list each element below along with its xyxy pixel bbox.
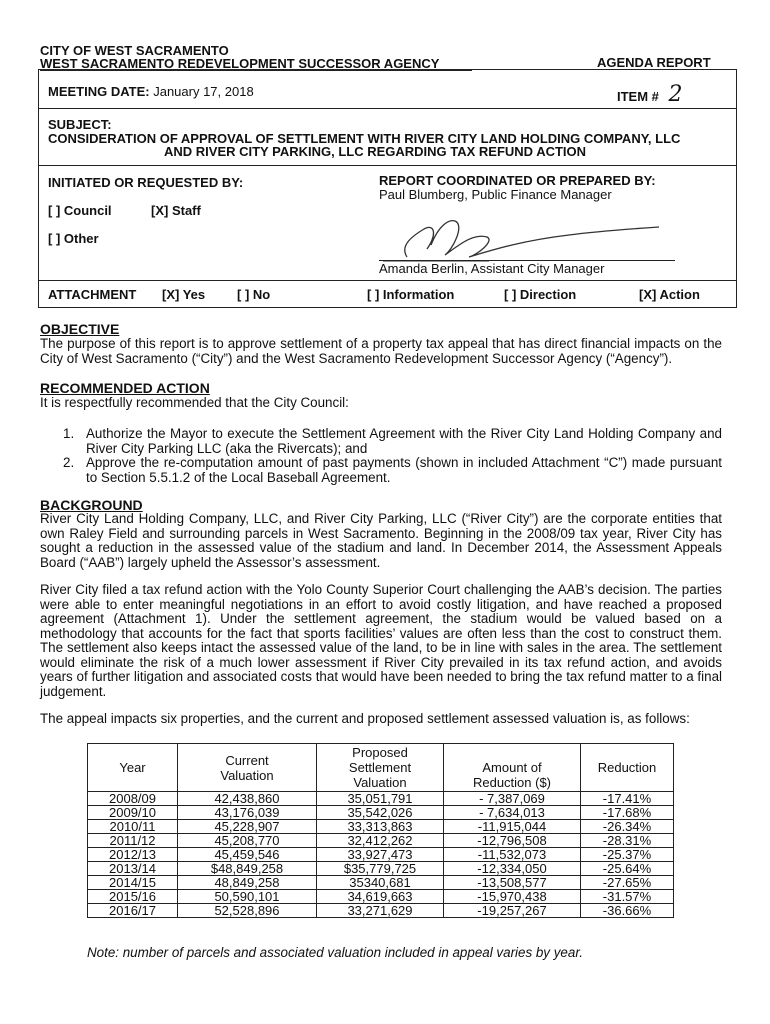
recommended-item-2: Approve the re-computation amount of past payments (shown in included Attachment “C”) made pursuant to Section 5.5.1.2 of the Local Baseball Agreement.: [86, 455, 722, 485]
item-number-value: 2: [668, 82, 683, 107]
table-note: Note: number of parcels and associated valuation included in appeal varies by year.: [87, 945, 583, 960]
cell-year: 2013/14: [88, 862, 178, 876]
action-checkbox: [X] Action: [639, 287, 700, 302]
cell-reduction: -28.31%: [581, 834, 674, 848]
background-paragraph-3: The appeal impacts six properties, and the current and proposed settlement assessed valuation is, as follows:: [40, 711, 690, 726]
cell-proposed: $35,779,725: [317, 862, 444, 876]
cell-proposed: 35340,681: [317, 876, 444, 890]
meeting-date-label: MEETING DATE:: [48, 84, 150, 99]
attachment-yes: [X] Yes: [162, 287, 206, 302]
cell-amount: - 7,634,013: [444, 806, 581, 820]
cell-year: 2012/13: [88, 848, 178, 862]
signature: [369, 205, 669, 265]
cell-year: 2015/16: [88, 890, 178, 904]
cell-current: 42,438,860: [178, 792, 317, 806]
cell-amount: -12,796,508: [444, 834, 581, 848]
cell-amount: -11,532,073: [444, 848, 581, 862]
cell-proposed: 33,271,629: [317, 904, 444, 918]
report-type: AGENDA REPORT: [597, 55, 711, 70]
staff-checkbox: [X] Staff: [151, 203, 201, 218]
meeting-date: [48, 84, 254, 99]
other-checkbox: [ ] Other: [48, 231, 99, 246]
background-paragraph-1: River City Land Holding Company, LLC, and River City Parking, LLC (“River City”) are the corporate entities that own Raley Field and surrounding parcels in West Sacramento. Beginning in the 2008/09 tax year, River City has sought a reduction in the assessed value of the stadium and land. In December 2014, the Assessment Appeals Board (“AAB”) largely upheld the Assessor’s assessment.: [40, 511, 722, 570]
recommended-item-2-num: 2.: [63, 455, 75, 470]
table-header-row: [88, 744, 674, 792]
valuation-table: [87, 743, 674, 918]
attachment-no: [ ] No: [237, 287, 271, 302]
subject-line-1: CONSIDERATION OF APPROVAL OF SETTLEMENT WITH RIVER CITY LAND HOLDING COMPANY, LLC: [48, 131, 681, 146]
table-row: [88, 890, 674, 904]
background-paragraph-2: River City filed a tax refund action with the Yolo County Superior Court challenging the AAB’s decision. The parties were able to enter meaningful negotiations in an effort to avoid costly litigation, and have reached a proposed agreement (Attachment 1). Under the settlement agreement, the stadium would be valued based on a methodology that accounts for the fact that sports facilities’ values are often less than the cost to construct them. The settlement also keeps intact the assessed value of the land, to be in line with sales in the area. The settlement would eliminate the risk of a much lower assessment if River City prevailed in its tax refund action, and avoids years of further litigation and associated costs that would have been needed to bring the tax refund matter to a final judgement.: [40, 582, 722, 699]
attachment-label: ATTACHMENT: [48, 287, 137, 302]
col-year: Year: [88, 744, 178, 792]
coordinated-label: REPORT COORDINATED OR PREPARED BY:: [379, 173, 656, 188]
cell-current: $48,849,258: [178, 862, 317, 876]
subject-line-2: AND RIVER CITY PARKING, LLC REGARDING TAX REFUND ACTION: [164, 144, 587, 159]
cell-amount: - 7,387,069: [444, 792, 581, 806]
table-row: [88, 820, 674, 834]
table-row: [88, 806, 674, 820]
direction-checkbox: [ ] Direction: [504, 287, 577, 302]
cell-reduction: -31.57%: [581, 890, 674, 904]
cell-reduction: -26.34%: [581, 820, 674, 834]
cell-current: 48,849,258: [178, 876, 317, 890]
cell-year: 2014/15: [88, 876, 178, 890]
cell-current: 45,459,546: [178, 848, 317, 862]
table-row: [88, 834, 674, 848]
recommended-item-1: Authorize the Mayor to execute the Settlement Agreement with the River City Land Holding Company and River City Parking LLC (aka the Rivercats); and: [86, 426, 722, 456]
table-row: [88, 848, 674, 862]
col-current-valuation: Current Valuation: [178, 744, 317, 792]
cell-current: 52,528,896: [178, 904, 317, 918]
table-row: [88, 792, 674, 806]
background-title: BACKGROUND: [40, 497, 143, 513]
agency-name: WEST SACRAMENTO REDEVELOPMENT SUCCESSOR AGENCY: [40, 56, 440, 71]
city-name: CITY OF WEST SACRAMENTO: [40, 43, 229, 58]
recommended-title: RECOMMENDED ACTION: [40, 380, 210, 396]
cell-proposed: 33,313,863: [317, 820, 444, 834]
cell-reduction: -17.68%: [581, 806, 674, 820]
cell-proposed: 33,927,473: [317, 848, 444, 862]
cell-reduction: -17.41%: [581, 792, 674, 806]
cell-year: 2010/11: [88, 820, 178, 834]
subject-box: [38, 107, 737, 166]
council-checkbox: [ ] Council: [48, 203, 112, 218]
cell-year: 2016/17: [88, 904, 178, 918]
cell-proposed: 35,051,791: [317, 792, 444, 806]
meeting-date-value: January 17, 2018: [153, 84, 254, 99]
cell-proposed: 32,412,262: [317, 834, 444, 848]
cell-reduction: -36.66%: [581, 904, 674, 918]
objective-text: The purpose of this report is to approve settlement of a property tax appeal that has direct financial impacts on the City of West Sacramento (“City”) and the West Sacramento Redevelopment Successor Agency (“Agency”).: [40, 336, 722, 366]
cell-current: 43,176,039: [178, 806, 317, 820]
cell-amount: -12,334,050: [444, 862, 581, 876]
meeting-box: [38, 69, 737, 109]
cell-reduction: -25.37%: [581, 848, 674, 862]
item-number: [617, 82, 683, 107]
information-checkbox: [ ] Information: [367, 287, 455, 302]
preparer-name: Paul Blumberg, Public Finance Manager: [379, 187, 612, 202]
cell-amount: -13,508,577: [444, 876, 581, 890]
table-row: [88, 876, 674, 890]
col-amount-reduction: Amount of Reduction ($): [444, 744, 581, 792]
cell-current: 45,208,770: [178, 834, 317, 848]
item-label: ITEM #: [617, 89, 659, 104]
cell-year: 2008/09: [88, 792, 178, 806]
attachment-row: [38, 280, 737, 308]
table-row: [88, 904, 674, 918]
table-row: [88, 862, 674, 876]
recommended-item-1-num: 1.: [63, 426, 75, 441]
approver-name: Amanda Berlin, Assistant City Manager: [379, 261, 605, 276]
cell-amount: -11,915,044: [444, 820, 581, 834]
objective-title: OBJECTIVE: [40, 321, 120, 337]
cell-amount: -19,257,267: [444, 904, 581, 918]
cell-amount: -15,970,438: [444, 890, 581, 904]
initiated-label: INITIATED OR REQUESTED BY:: [48, 175, 244, 190]
cell-reduction: -25.64%: [581, 862, 674, 876]
subject-label: SUBJECT:: [48, 117, 112, 132]
recommended-intro: It is respectfully recommended that the City Council:: [40, 395, 349, 410]
initiated-box: [38, 165, 737, 281]
cell-current: 50,590,101: [178, 890, 317, 904]
cell-current: 45,228,907: [178, 820, 317, 834]
cell-year: 2011/12: [88, 834, 178, 848]
cell-year: 2009/10: [88, 806, 178, 820]
cell-proposed: 34,619,663: [317, 890, 444, 904]
col-reduction-percent: Reduction: [581, 744, 674, 792]
col-proposed-valuation: Proposed Settlement Valuation: [317, 744, 444, 792]
cell-proposed: 35,542,026: [317, 806, 444, 820]
cell-reduction: -27.65%: [581, 876, 674, 890]
